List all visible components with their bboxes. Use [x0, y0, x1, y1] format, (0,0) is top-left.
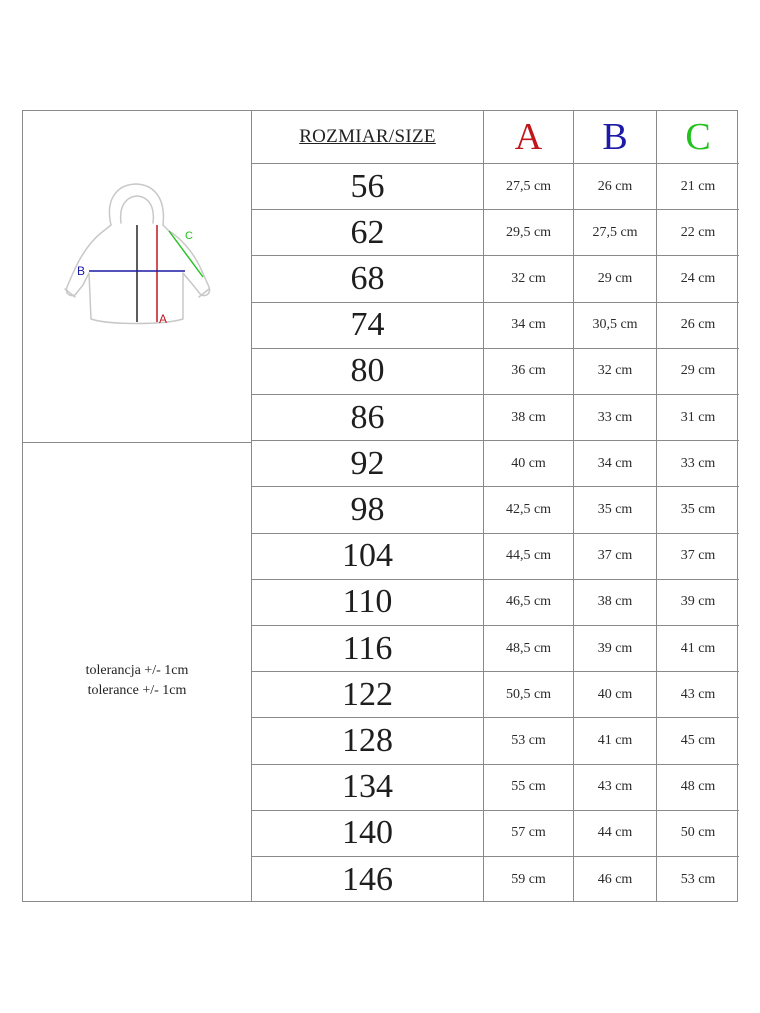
measure-b: 37 cm [597, 548, 633, 564]
measure-a: 46,5 cm [505, 594, 552, 610]
measure-a: 48,5 cm [505, 640, 552, 656]
measure-c: 33 cm [680, 455, 716, 471]
measure-a: 32 cm [511, 270, 546, 286]
column-header-a: A [514, 116, 543, 158]
measure-b: 41 cm [597, 732, 633, 748]
measure-a: 57 cm [511, 825, 546, 841]
measure-b: 40 cm [597, 686, 633, 702]
grid-line [23, 442, 251, 443]
size-value: 104 [342, 537, 393, 575]
measure-a: 55 cm [511, 779, 546, 795]
tolerance-line-pl: tolerancja +/- 1cm [85, 663, 189, 678]
diagram-label-b: B [77, 264, 86, 278]
measure-b: 29 cm [597, 270, 633, 286]
measure-c: 43 cm [680, 686, 716, 702]
measure-b: 32 cm [597, 363, 633, 379]
size-value: 86 [350, 398, 385, 436]
size-value: 146 [342, 860, 393, 898]
measure-a: 50,5 cm [505, 686, 552, 702]
measure-c: 45 cm [680, 732, 716, 748]
size-chart-table [22, 110, 738, 902]
size-value: 56 [350, 167, 385, 205]
measure-b: 27,5 cm [592, 224, 638, 240]
size-value: 110 [342, 583, 393, 621]
hood-inner-outline [121, 196, 154, 223]
measure-a: 40 cm [511, 455, 546, 471]
size-value: 122 [342, 675, 393, 713]
measure-c: 53 cm [680, 871, 716, 887]
measure-a: 42,5 cm [505, 501, 552, 517]
measure-b: 33 cm [597, 409, 633, 425]
measure-c: 39 cm [680, 594, 716, 610]
size-value: 92 [350, 444, 385, 482]
size-value: 62 [350, 213, 385, 251]
size-value: 128 [342, 721, 393, 759]
measure-a: 44,5 cm [505, 548, 552, 564]
measure-a: 27,5 cm [505, 178, 552, 194]
size-value: 116 [342, 629, 393, 667]
measure-b: 43 cm [597, 779, 633, 795]
size-value: 98 [350, 490, 385, 528]
measure-a: 36 cm [511, 363, 546, 379]
size-column-header: ROZMIAR/SIZE [299, 126, 436, 147]
measure-c: 41 cm [680, 640, 716, 656]
measure-b: 30,5 cm [592, 317, 638, 333]
size-value: 68 [350, 259, 385, 297]
measure-b: 39 cm [597, 640, 633, 656]
measure-a: 53 cm [511, 732, 546, 748]
measure-b: 46 cm [597, 871, 633, 887]
measure-c: 24 cm [680, 270, 716, 286]
size-value: 80 [350, 352, 385, 390]
tolerance-line-en: tolerance +/- 1cm [87, 683, 187, 698]
tolerance-note [23, 661, 251, 701]
size-value: 140 [342, 814, 393, 852]
measure-b: 26 cm [597, 178, 633, 194]
hood-outline [109, 184, 163, 225]
measure-c: 21 cm [680, 178, 716, 194]
measure-a: 34 cm [511, 317, 546, 333]
measure-b: 34 cm [597, 455, 633, 471]
column-header-b: B [602, 116, 628, 158]
measure-b: 35 cm [597, 501, 633, 517]
jacket-diagram [43, 181, 243, 331]
measure-c: 29 cm [680, 363, 716, 379]
measure-c: 37 cm [680, 548, 716, 564]
diagram-label-c: C [185, 230, 193, 242]
measure-a: 29,5 cm [505, 224, 552, 240]
column-header-c: C [685, 116, 711, 158]
measure-a: 59 cm [511, 871, 546, 887]
measure-c: 31 cm [680, 409, 716, 425]
measure-a: 38 cm [511, 409, 546, 425]
measure-c: 35 cm [680, 501, 716, 517]
diagram-label-a: A [159, 312, 168, 326]
measure-b: 38 cm [597, 594, 633, 610]
size-value: 134 [342, 768, 393, 806]
measure-c: 50 cm [680, 825, 716, 841]
measure-c: 26 cm [680, 317, 716, 333]
measure-c: 22 cm [680, 224, 716, 240]
size-value: 74 [350, 306, 385, 344]
measure-b: 44 cm [597, 825, 633, 841]
measure-c: 48 cm [680, 779, 716, 795]
